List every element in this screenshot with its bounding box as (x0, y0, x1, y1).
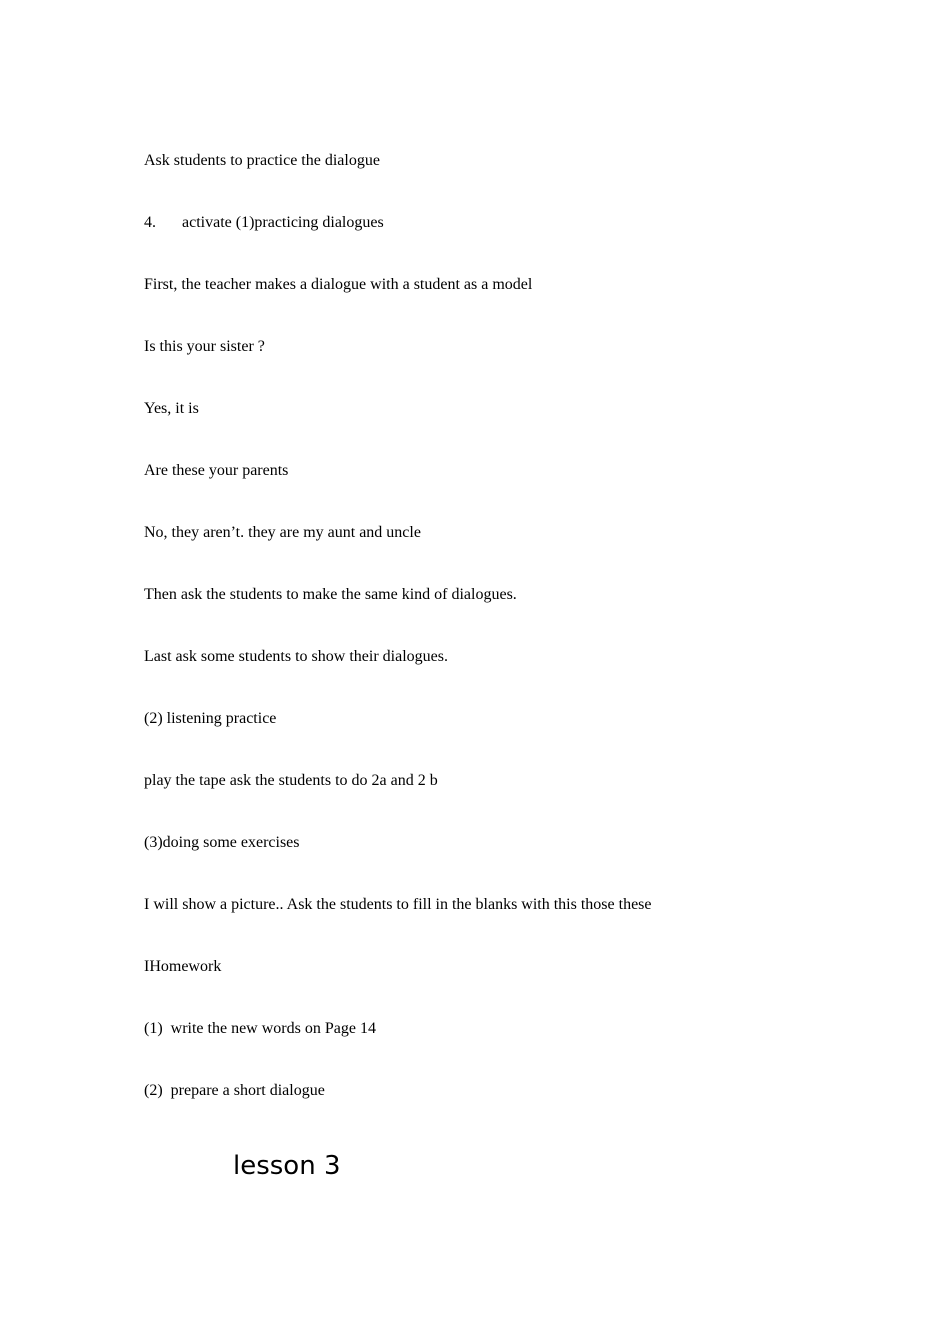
text-line: Yes, it is (144, 400, 199, 417)
text-line: Are these your parents (144, 462, 289, 479)
numbered-step (144, 213, 384, 233)
step-text: activate (1)practicing dialogues (182, 214, 384, 231)
text-line: First, the teacher makes a dialogue with a student as a model (144, 276, 533, 293)
text-line: Ask students to practice the dialogue (144, 152, 380, 169)
lesson-heading: lesson 3 (233, 1151, 341, 1181)
text-line: (2) listening practice (144, 710, 277, 727)
text-line: Last ask some students to show their dialogues. (144, 648, 448, 665)
text-line: Is this your sister ? (144, 338, 265, 355)
text-line: No, they aren’t. they are my aunt and uncle (144, 524, 421, 541)
text-line: (2) prepare a short dialogue (144, 1082, 325, 1099)
text-line: I will show a picture.. Ask the students to fill in the blanks with this those these (144, 896, 652, 913)
text-line: play the tape ask the students to do 2a and 2 b (144, 772, 438, 789)
text-line: Then ask the students to make the same kind of dialogues. (144, 586, 517, 603)
text-line: (3)doing some exercises (144, 834, 300, 851)
text-line: (1) write the new words on Page 14 (144, 1020, 376, 1037)
step-number: 4. (144, 214, 156, 231)
text-line: IHomework (144, 958, 222, 975)
